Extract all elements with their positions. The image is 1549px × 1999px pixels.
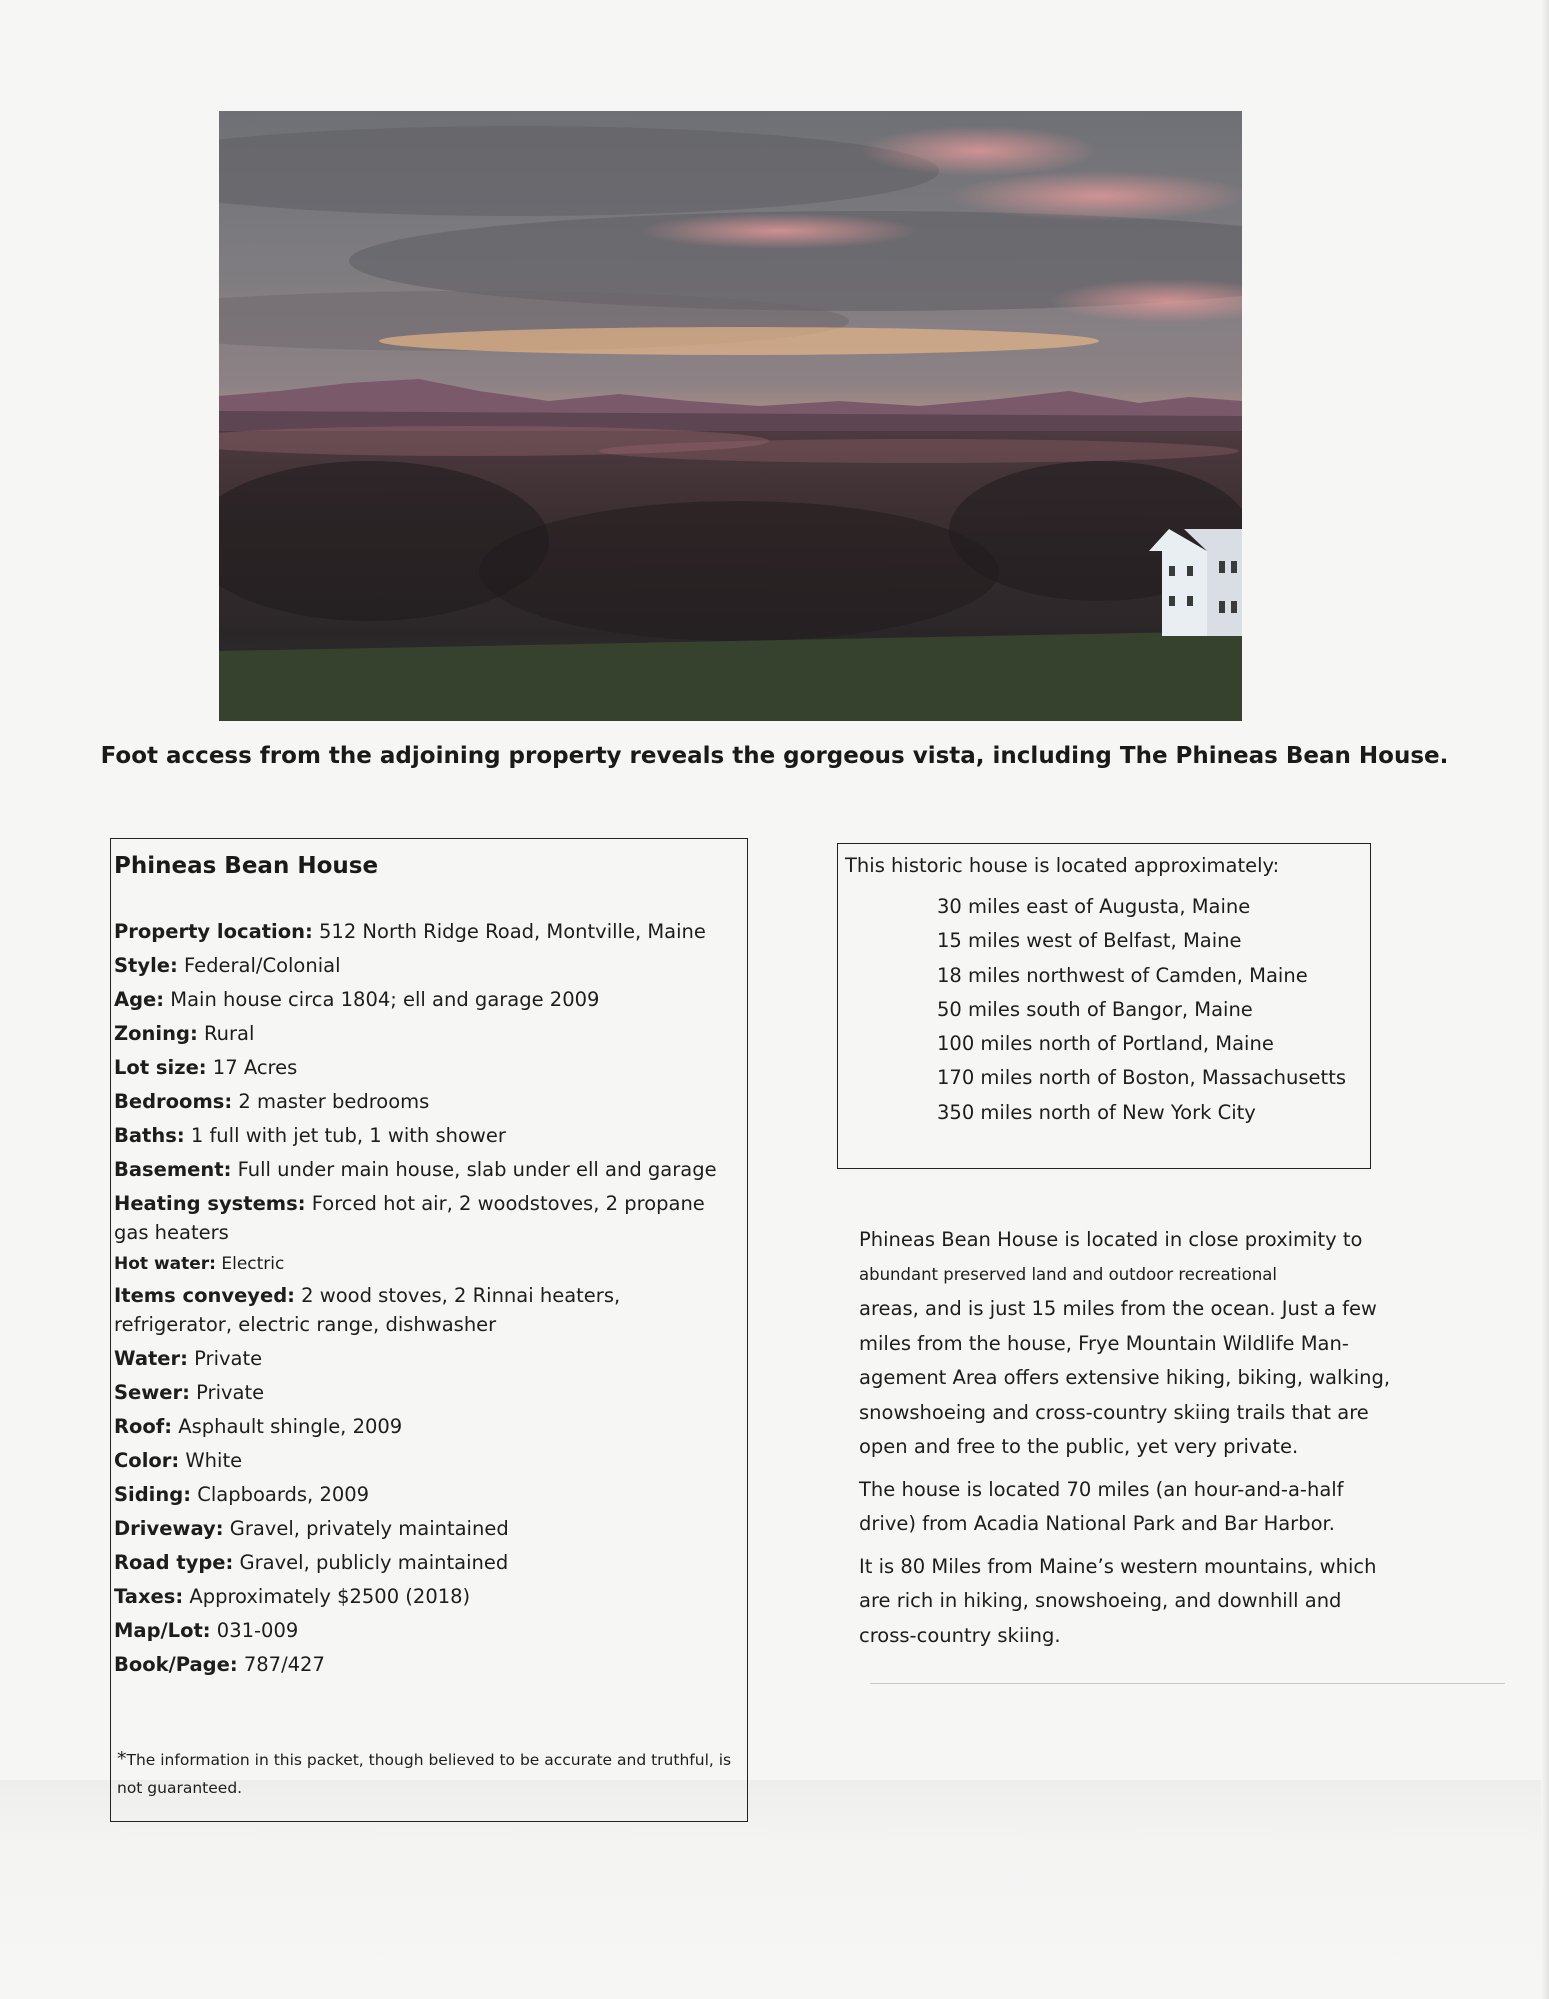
- detail-row: [114, 1087, 735, 1116]
- disclaimer: [117, 1745, 732, 1802]
- text-line: agement Area offers extensive hiking, biking, walking,: [859, 1366, 1391, 1389]
- detail-row: [114, 1480, 735, 1509]
- detail-row: [114, 1281, 735, 1339]
- text-line: Phineas Bean House is located in close proximity to: [859, 1228, 1363, 1251]
- text-line: The house is located 70 miles (an hour-and-a-half: [859, 1477, 1344, 1501]
- distance-list: [845, 890, 1370, 1130]
- detail-row: [114, 1548, 735, 1577]
- detail-label: Bedrooms:: [114, 1090, 233, 1113]
- detail-value: 1 full with jet tub, 1 with shower: [184, 1124, 506, 1147]
- distance-item: 50 miles south of Bangor, Maine: [937, 997, 1253, 1021]
- detail-label: Lot size:: [114, 1056, 207, 1079]
- detail-label: Items conveyed:: [114, 1284, 295, 1307]
- detail-label: Basement:: [114, 1158, 232, 1181]
- detail-row: [114, 985, 735, 1014]
- detail-value: Gravel, privately maintained: [223, 1517, 509, 1540]
- description-paragraph-2: [859, 1473, 1399, 1542]
- detail-label: Map/Lot:: [114, 1619, 211, 1642]
- detail-row: [114, 1155, 735, 1184]
- detail-value: Federal/Colonial: [177, 954, 341, 977]
- detail-label: Baths:: [114, 1124, 185, 1147]
- text-line: open and free to the public, yet very private.: [859, 1435, 1299, 1458]
- text-line: areas, and is just 15 miles from the ocean. Just a few: [859, 1297, 1377, 1320]
- divider-line: [870, 1683, 1505, 1684]
- location-intro: This historic house is located approximately:: [845, 854, 1280, 877]
- detail-row: [114, 1616, 735, 1645]
- detail-value: 2 master bedrooms: [232, 1090, 430, 1113]
- detail-label: Property location:: [114, 920, 313, 943]
- disclaimer-star: *: [117, 1748, 127, 1770]
- detail-value: Asphault shingle, 2009: [172, 1415, 403, 1438]
- detail-value: 17 Acres: [206, 1056, 298, 1079]
- detail-label: Color:: [114, 1449, 180, 1472]
- detail-value: White: [179, 1449, 243, 1472]
- detail-row: [114, 1582, 735, 1611]
- text-line: It is 80 Miles from Maine’s western mountains, which: [859, 1554, 1377, 1578]
- property-title: Phineas Bean House: [114, 853, 379, 879]
- distance-item: 30 miles east of Augusta, Maine: [937, 895, 1251, 918]
- text-line: cross-country skiing.: [859, 1623, 1061, 1647]
- scan-edge: [1541, 0, 1549, 1999]
- property-details-box: [110, 838, 748, 1822]
- description-paragraph-1: [859, 1223, 1399, 1465]
- detail-label: Heating systems:: [114, 1192, 306, 1215]
- text-line: miles from the house, Frye Mountain Wildlife Man-: [859, 1331, 1349, 1355]
- detail-label: Road type:: [114, 1551, 234, 1574]
- distance-item: 100 miles north of Portland, Maine: [937, 1032, 1274, 1056]
- distance-item: 350 miles north of New York City: [937, 1100, 1256, 1124]
- detail-row: [114, 1412, 735, 1441]
- detail-value: Gravel, publicly maintained: [233, 1551, 509, 1574]
- detail-label: Age:: [114, 988, 165, 1011]
- detail-label: Taxes:: [114, 1585, 184, 1608]
- detail-label: Hot water:: [114, 1254, 216, 1274]
- detail-row: [114, 1252, 735, 1276]
- detail-row: [114, 1446, 735, 1475]
- detail-value: Full under main house, slab under ell and garage: [231, 1158, 717, 1181]
- detail-value: 512 North Ridge Road, Montville, Maine: [312, 920, 706, 943]
- detail-label: Siding:: [114, 1483, 192, 1506]
- text-line: drive) from Acadia National Park and Bar Harbor.: [859, 1512, 1335, 1535]
- distance-item: 15 miles west of Belfast, Maine: [937, 929, 1242, 953]
- description-paragraph-3: [859, 1550, 1399, 1654]
- detail-row: [114, 1378, 735, 1407]
- text-line: abundant preserved land and outdoor recreational: [859, 1264, 1277, 1284]
- sunset-landscape-photo: [219, 111, 1242, 721]
- detail-row: [114, 1121, 735, 1150]
- detail-label: Water:: [114, 1347, 188, 1370]
- detail-row: [114, 1019, 735, 1048]
- text-line: are rich in hiking, snowshoeing, and downhill and: [859, 1589, 1342, 1612]
- detail-value: 787/427: [237, 1653, 325, 1676]
- detail-label: Roof:: [114, 1415, 173, 1438]
- detail-row: [114, 917, 735, 946]
- detail-value: Electric: [215, 1254, 285, 1274]
- photo-caption: Foot access from the adjoining property reveals the gorgeous vista, including The Phineas Bean House.: [100, 743, 1449, 769]
- description-text: [859, 1223, 1399, 1661]
- detail-row: [114, 1189, 735, 1247]
- property-details-list: [114, 917, 735, 1679]
- detail-label: Book/Page:: [114, 1653, 238, 1676]
- detail-row: [114, 1053, 735, 1082]
- detail-row: [114, 1514, 735, 1543]
- detail-value: Private: [189, 1381, 265, 1404]
- detail-label: Zoning:: [114, 1022, 198, 1045]
- detail-row: [114, 951, 735, 980]
- distance-item: 170 miles north of Boston, Massachusetts: [937, 1066, 1346, 1090]
- detail-row: [114, 1344, 735, 1373]
- disclaimer-text: The information in this packet, though believed to be accurate and truthful, is not guaranteed.: [117, 1751, 732, 1797]
- detail-value: Private: [187, 1347, 263, 1370]
- detail-label: Style:: [114, 954, 178, 977]
- detail-row: [114, 1650, 735, 1679]
- detail-value: 2 wood stoves, 2 Rinnai heaters, refrigerator, electric range, dishwasher: [114, 1284, 621, 1336]
- distance-item: 18 miles northwest of Camden, Maine: [937, 963, 1308, 987]
- detail-value: 031-009: [210, 1619, 299, 1642]
- detail-value: Forced hot air, 2 woodstoves, 2 propane gas heaters: [114, 1192, 705, 1244]
- location-box: [837, 843, 1371, 1169]
- detail-value: Clapboards, 2009: [191, 1483, 370, 1506]
- detail-label: Driveway:: [114, 1517, 224, 1540]
- detail-label: Sewer:: [114, 1381, 190, 1404]
- detail-value: Approximately $2500 (2018): [183, 1585, 471, 1608]
- detail-value: Rural: [197, 1022, 255, 1045]
- text-line: snowshoeing and cross-country skiing trails that are: [859, 1400, 1369, 1424]
- detail-value: Main house circa 1804; ell and garage 2009: [164, 988, 600, 1011]
